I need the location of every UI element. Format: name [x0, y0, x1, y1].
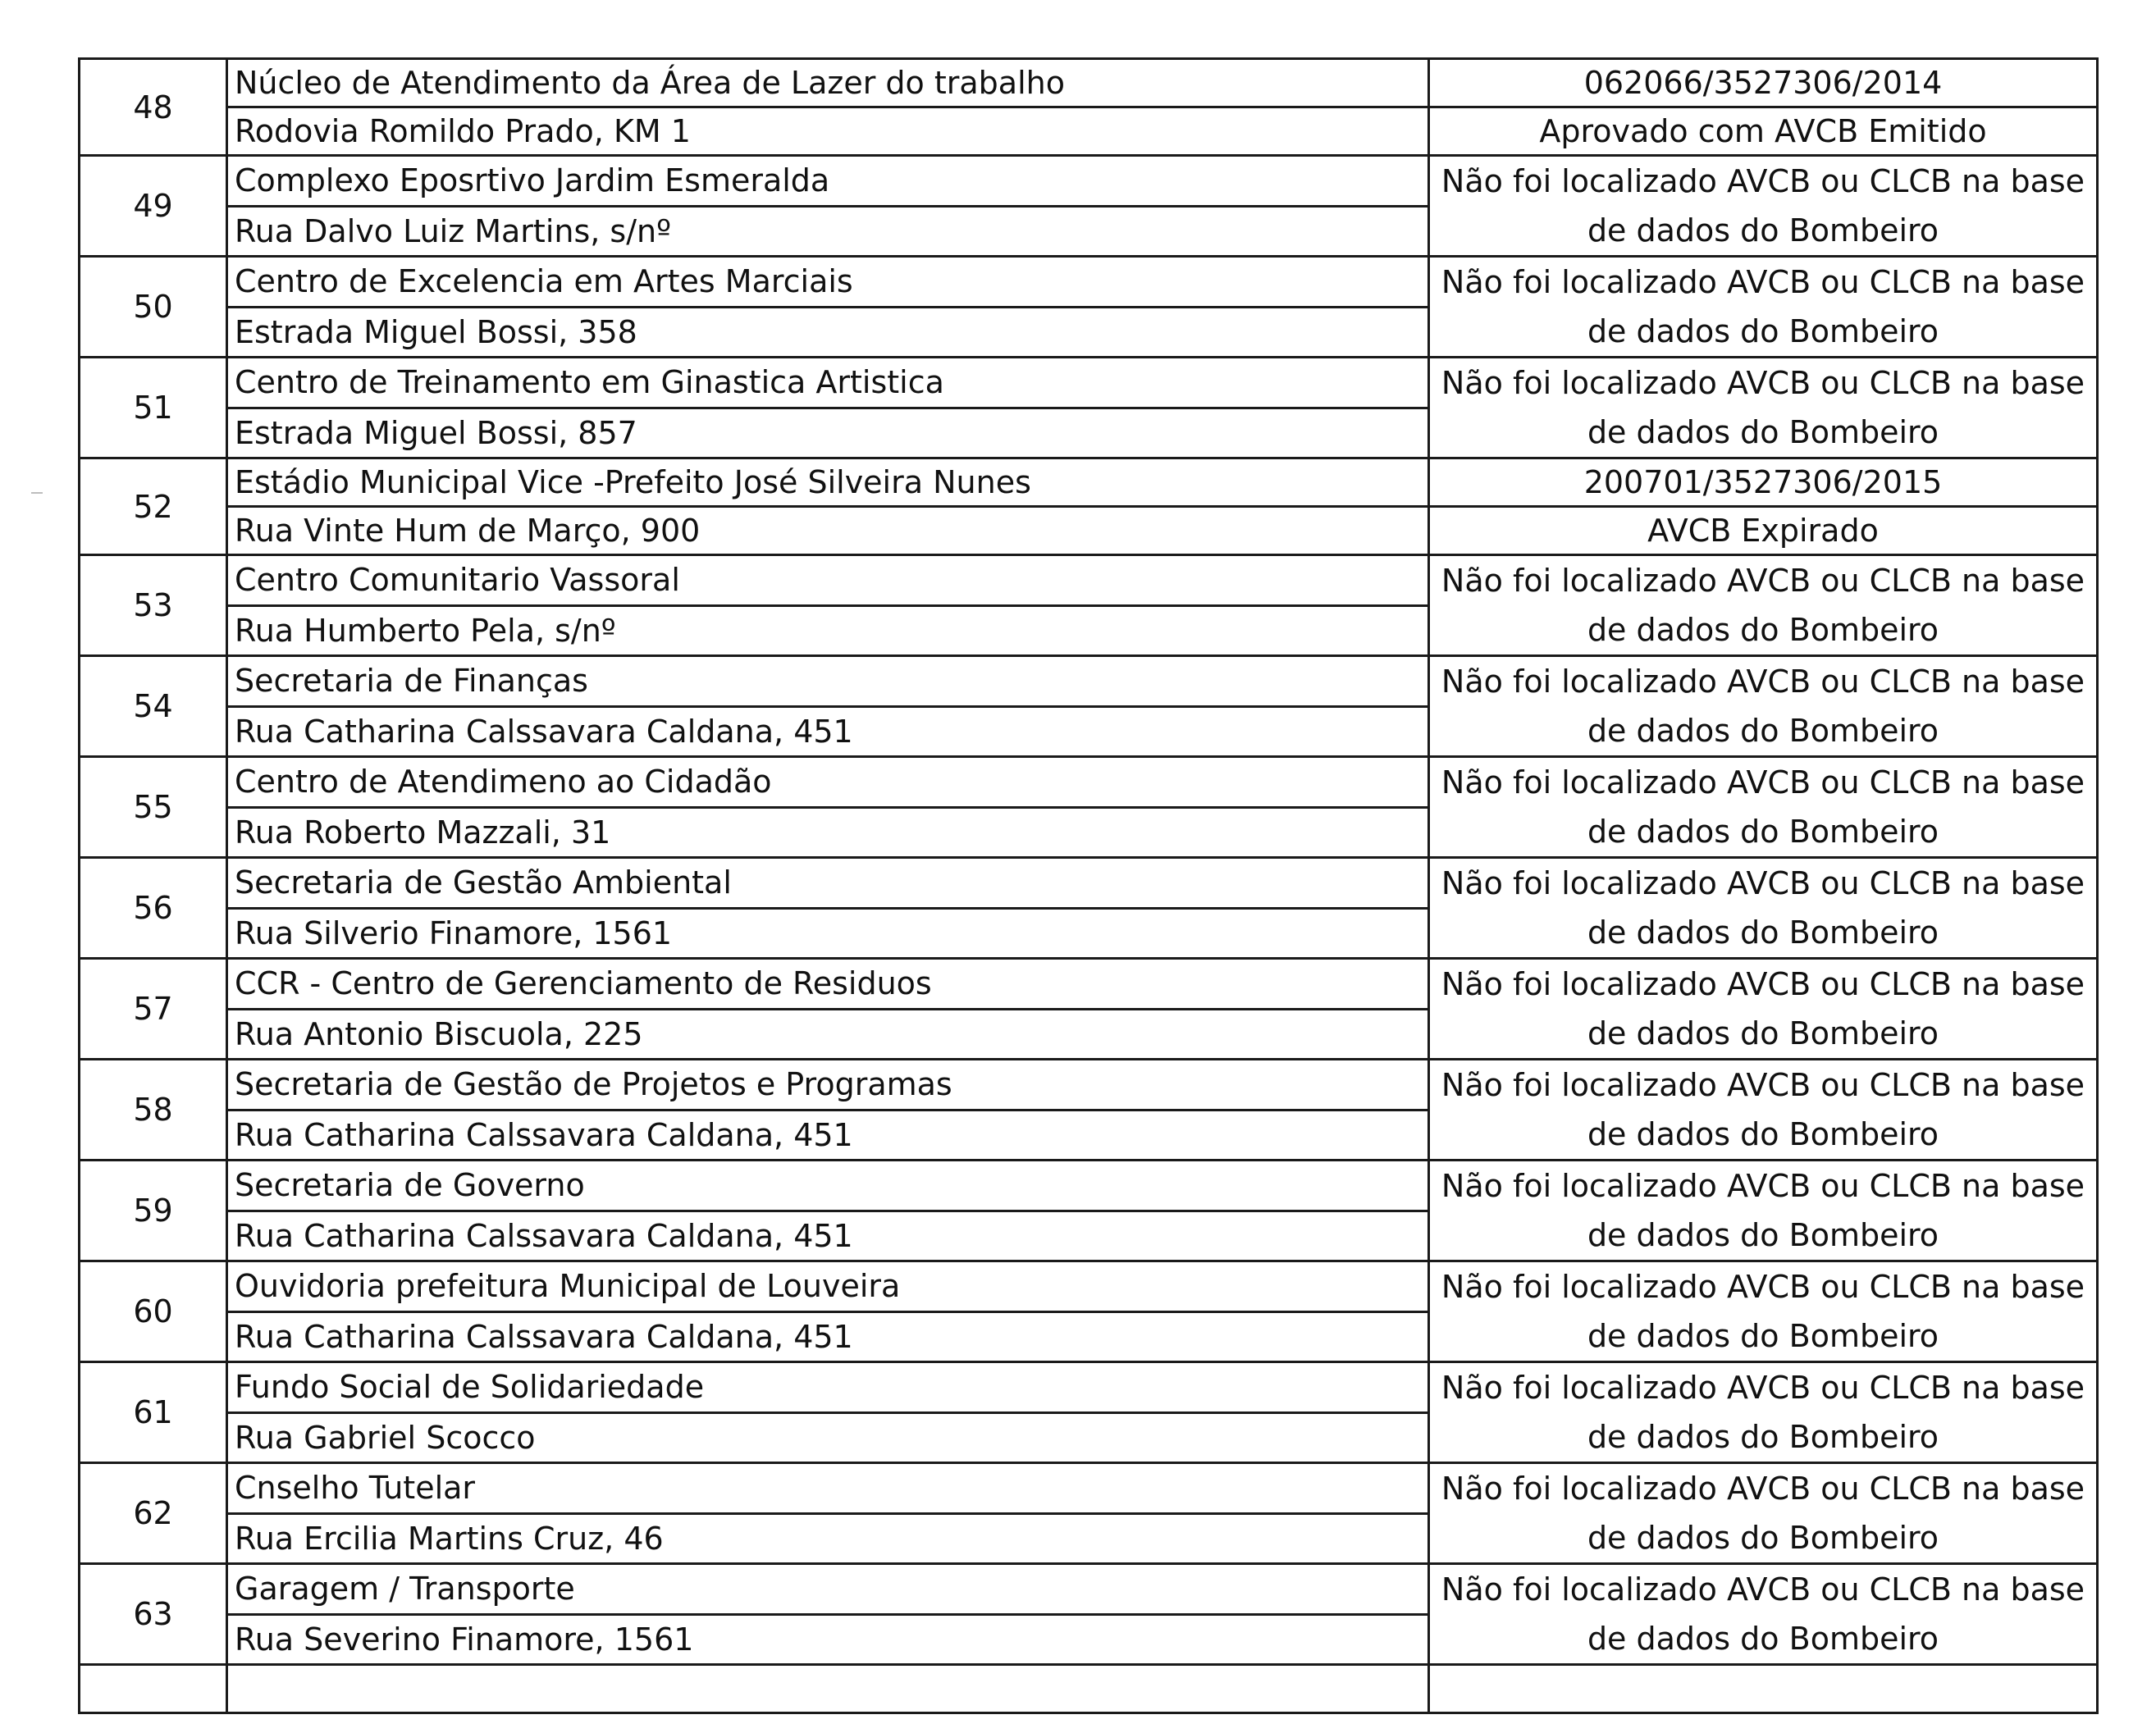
- avcb-status: Não foi localizado AVCB ou CLCB na base de dados do Bombeiro: [1429, 1261, 2098, 1362]
- row-number: 60: [80, 1261, 227, 1362]
- table-row: [80, 59, 2098, 107]
- facility-address: Estrada Miguel Bossi, 857: [227, 408, 1429, 458]
- table-row: [80, 107, 2098, 156]
- avcb-status: AVCB Expirado: [1429, 507, 2098, 555]
- facility-name: Fundo Social de Solidariedade: [227, 1362, 1429, 1413]
- row-number: 57: [80, 959, 227, 1060]
- facility-name: CCR - Centro de Gerenciamento de Residuos: [227, 959, 1429, 1010]
- row-number: 49: [80, 156, 227, 257]
- facility-address: Rua Humberto Pela, s/nº: [227, 605, 1429, 656]
- table-row: [80, 1161, 2098, 1211]
- avcb-status: Não foi localizado AVCB ou CLCB na base de dados do Bombeiro: [1429, 1362, 2098, 1463]
- avcb-status: Não foi localizado AVCB ou CLCB na base de dados do Bombeiro: [1429, 156, 2098, 257]
- facility-address: Rua Silverio Finamore, 1561: [227, 908, 1429, 959]
- registry-body: [80, 59, 2098, 1713]
- facility-name: Secretaria de Gestão Ambiental: [227, 858, 1429, 909]
- facility-name: Núcleo de Atendimento da Área de Lazer do trabalho: [227, 59, 1429, 107]
- table-row: [80, 458, 2098, 507]
- facility-address: Rua Vinte Hum de Março, 900: [227, 507, 1429, 555]
- facility-name: Cnselho Tutelar: [227, 1463, 1429, 1514]
- facility-name: Secretaria de Governo: [227, 1161, 1429, 1211]
- table-row: [80, 959, 2098, 1010]
- facility-name: Secretaria de Gestão de Projetos e Programas: [227, 1060, 1429, 1110]
- blank-cell: [1429, 1665, 2098, 1713]
- table-row: [80, 156, 2098, 207]
- table-row: [80, 1060, 2098, 1110]
- facility-name: Complexo Eposrtivo Jardim Esmeralda: [227, 156, 1429, 207]
- avcb-status: Não foi localizado AVCB ou CLCB na base de dados do Bombeiro: [1429, 358, 2098, 458]
- facility-address: Rua Severino Finamore, 1561: [227, 1614, 1429, 1665]
- row-number: 50: [80, 257, 227, 358]
- avcb-status: Não foi localizado AVCB ou CLCB na base de dados do Bombeiro: [1429, 757, 2098, 858]
- avcb-status: Não foi localizado AVCB ou CLCB na base de dados do Bombeiro: [1429, 656, 2098, 757]
- table-row: [80, 1261, 2098, 1312]
- table-row: [80, 1362, 2098, 1413]
- facility-address: Rodovia Romildo Prado, KM 1: [227, 107, 1429, 156]
- facility-name: Secretaria de Finanças: [227, 656, 1429, 707]
- avcb-status: Não foi localizado AVCB ou CLCB na base de dados do Bombeiro: [1429, 1463, 2098, 1564]
- process-number: 062066/3527306/2014: [1429, 59, 2098, 107]
- facility-address: Rua Ercilia Martins Cruz, 46: [227, 1513, 1429, 1564]
- row-number: 52: [80, 458, 227, 555]
- facility-address: Rua Antonio Biscuola, 225: [227, 1009, 1429, 1060]
- row-number: 55: [80, 757, 227, 858]
- row-number: 51: [80, 358, 227, 458]
- row-number: 62: [80, 1463, 227, 1564]
- facility-address: Rua Catharina Calssavara Caldana, 451: [227, 706, 1429, 757]
- facility-address: Rua Dalvo Luiz Martins, s/nº: [227, 206, 1429, 257]
- facility-address: Rua Catharina Calssavara Caldana, 451: [227, 1110, 1429, 1161]
- facility-name: Centro Comunitario Vassoral: [227, 555, 1429, 606]
- table-row: [80, 358, 2098, 408]
- row-number: 53: [80, 555, 227, 656]
- margin-mark: [31, 492, 43, 494]
- facility-name: Garagem / Transporte: [227, 1564, 1429, 1615]
- blank-row: [80, 1665, 2098, 1713]
- facility-name: Centro de Excelencia em Artes Marciais: [227, 257, 1429, 308]
- blank-cell: [80, 1665, 227, 1713]
- avcb-status: Não foi localizado AVCB ou CLCB na base de dados do Bombeiro: [1429, 257, 2098, 358]
- row-number: 61: [80, 1362, 227, 1463]
- facility-address: Rua Gabriel Scocco: [227, 1412, 1429, 1463]
- row-number: 48: [80, 59, 227, 156]
- facility-name: Estádio Municipal Vice -Prefeito José Silveira Nunes: [227, 458, 1429, 507]
- row-number: 59: [80, 1161, 227, 1261]
- avcb-status: Não foi localizado AVCB ou CLCB na base de dados do Bombeiro: [1429, 959, 2098, 1060]
- table-row: [80, 555, 2098, 606]
- process-number: 200701/3527306/2015: [1429, 458, 2098, 507]
- avcb-status: Não foi localizado AVCB ou CLCB na base de dados do Bombeiro: [1429, 1060, 2098, 1161]
- table-row: [80, 1463, 2098, 1514]
- row-number: 54: [80, 656, 227, 757]
- facility-address: Estrada Miguel Bossi, 358: [227, 307, 1429, 358]
- table-row: [80, 858, 2098, 909]
- avcb-status: Não foi localizado AVCB ou CLCB na base de dados do Bombeiro: [1429, 858, 2098, 959]
- table-row: [80, 656, 2098, 707]
- facility-address: Rua Catharina Calssavara Caldana, 451: [227, 1311, 1429, 1362]
- facility-name: Centro de Atendimeno ao Cidadão: [227, 757, 1429, 808]
- row-number: 63: [80, 1564, 227, 1665]
- facility-address: Rua Roberto Mazzali, 31: [227, 807, 1429, 858]
- row-number: 56: [80, 858, 227, 959]
- building-registry-table: [78, 57, 2099, 1714]
- table-row: [80, 1564, 2098, 1615]
- avcb-status: Não foi localizado AVCB ou CLCB na base de dados do Bombeiro: [1429, 1564, 2098, 1665]
- row-number: 58: [80, 1060, 227, 1161]
- facility-name: Centro de Treinamento em Ginastica Artistica: [227, 358, 1429, 408]
- facility-name: Ouvidoria prefeitura Municipal de Louveira: [227, 1261, 1429, 1312]
- blank-cell: [227, 1665, 1429, 1713]
- avcb-status: Aprovado com AVCB Emitido: [1429, 107, 2098, 156]
- avcb-status: Não foi localizado AVCB ou CLCB na base de dados do Bombeiro: [1429, 1161, 2098, 1261]
- table-row: [80, 507, 2098, 555]
- facility-address: Rua Catharina Calssavara Caldana, 451: [227, 1211, 1429, 1261]
- avcb-status: Não foi localizado AVCB ou CLCB na base de dados do Bombeiro: [1429, 555, 2098, 656]
- table-row: [80, 257, 2098, 308]
- table-row: [80, 757, 2098, 808]
